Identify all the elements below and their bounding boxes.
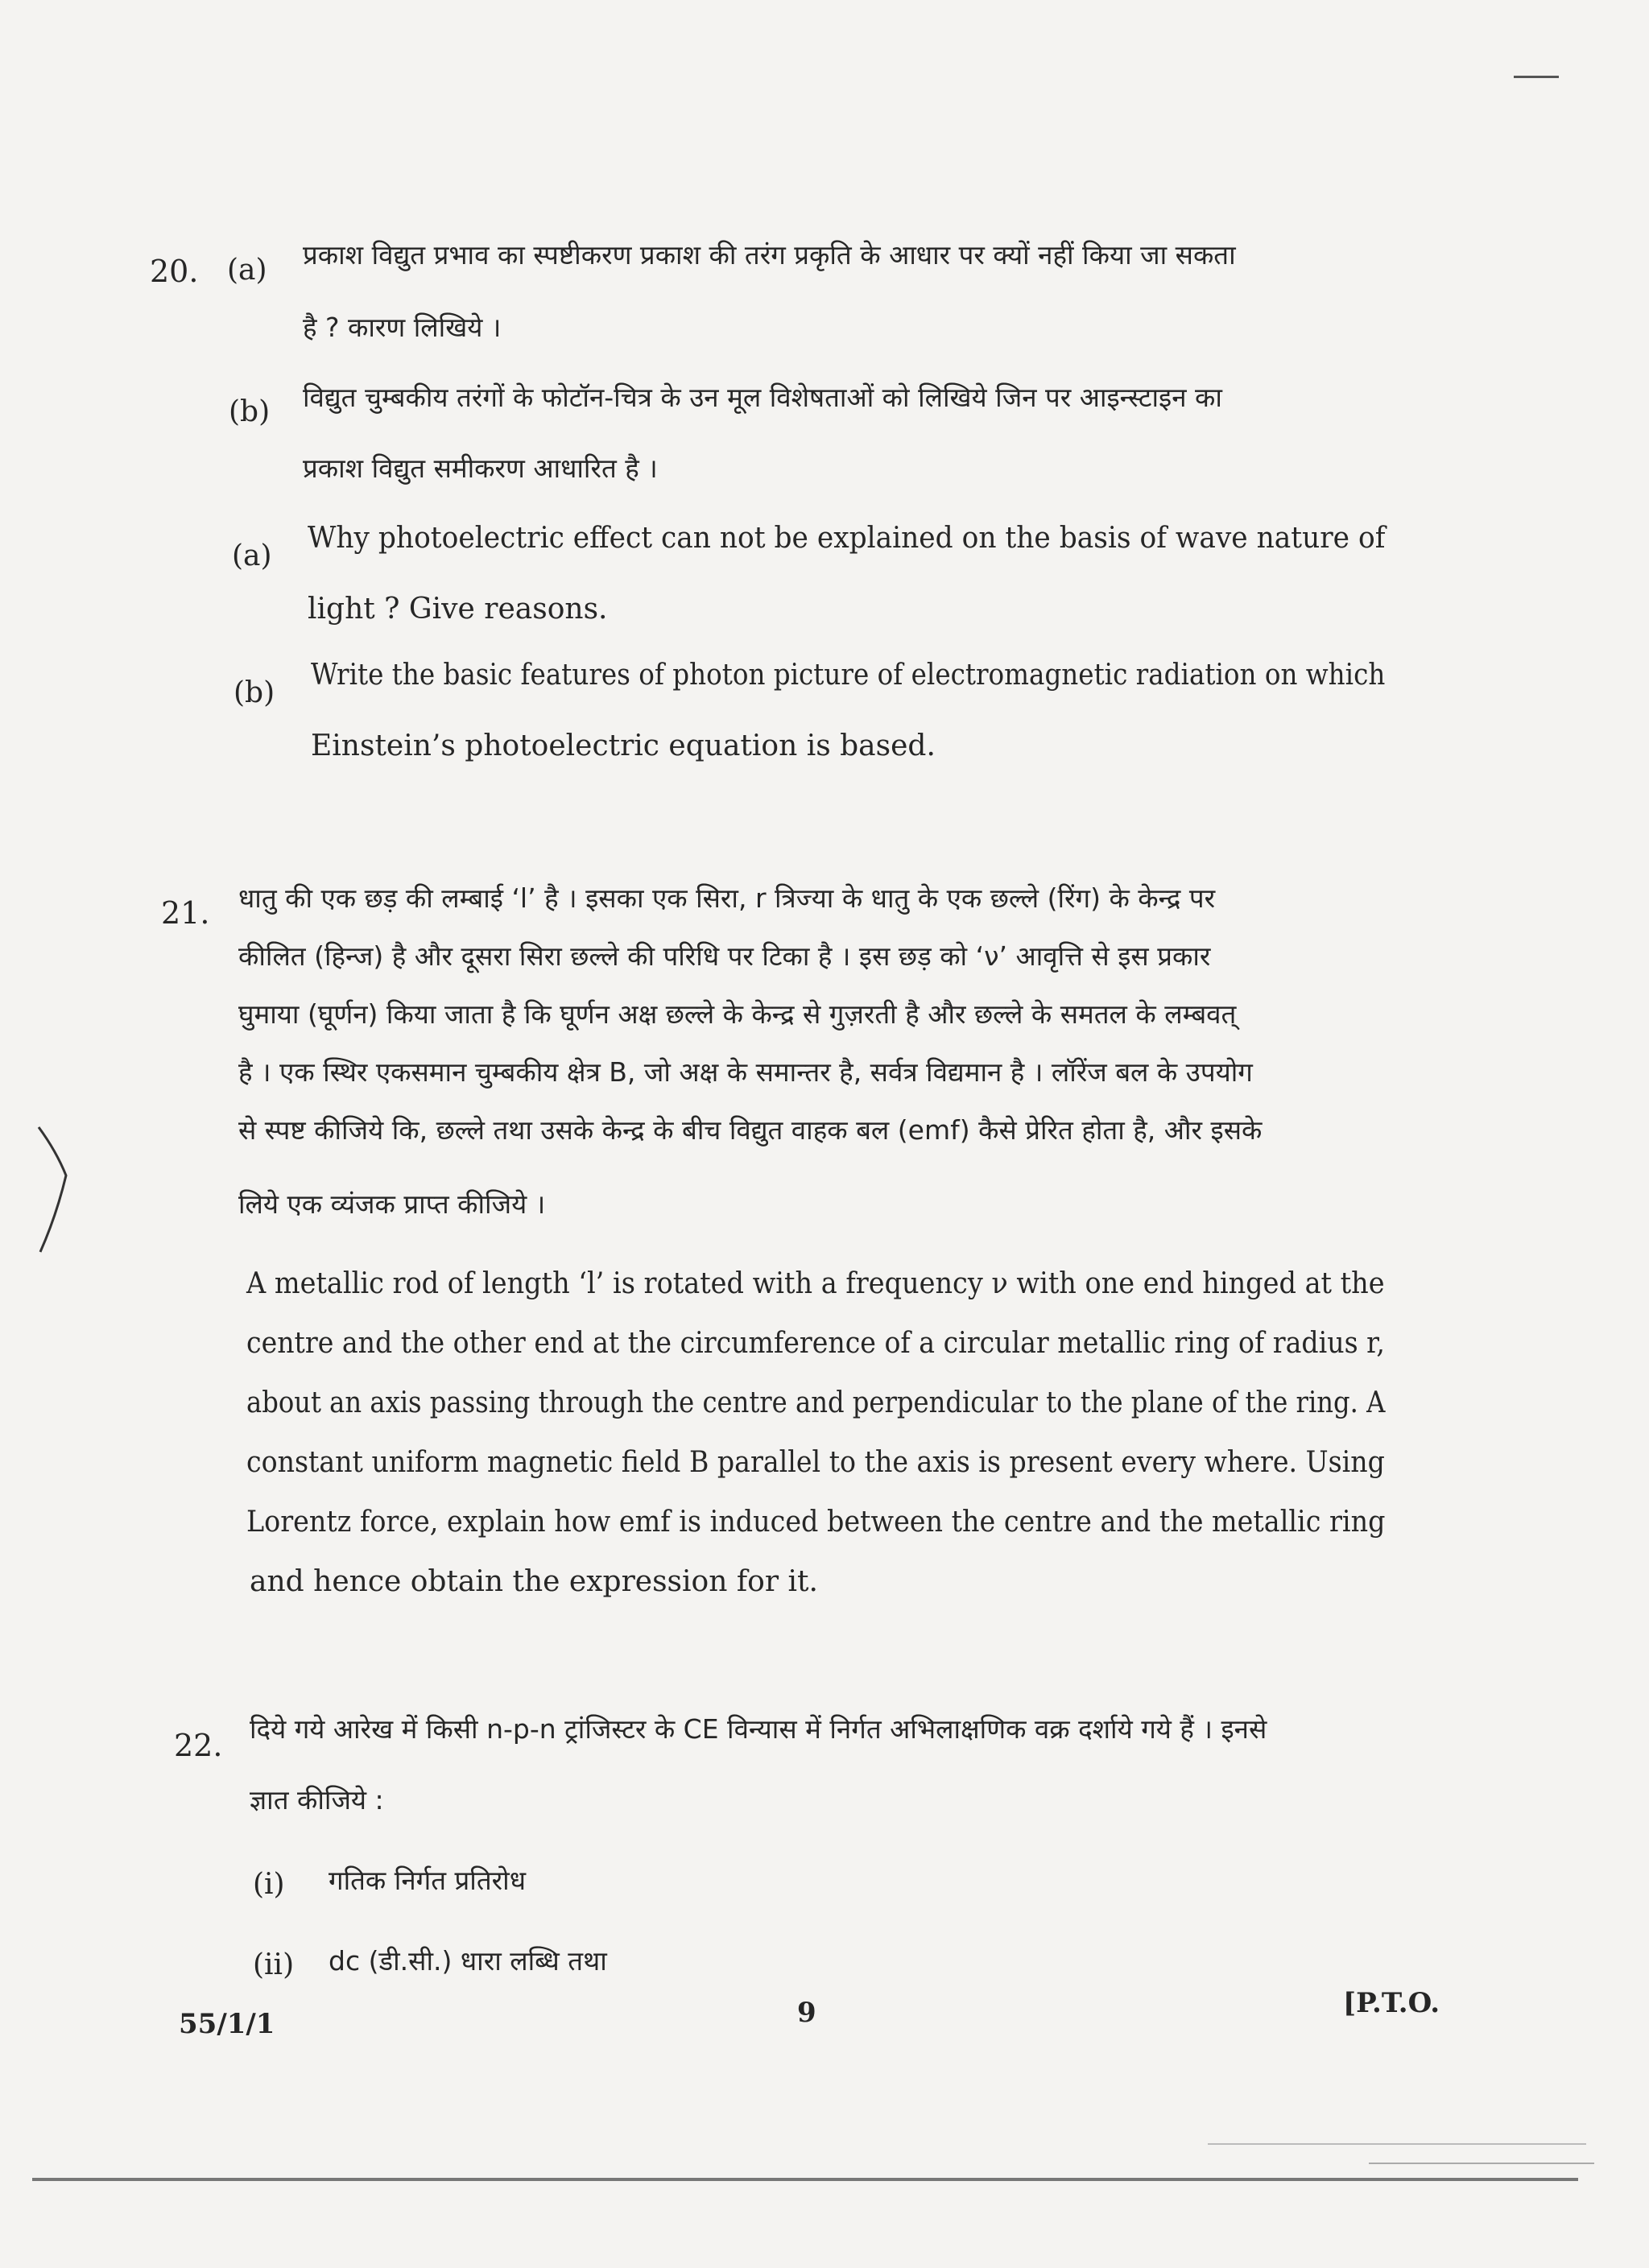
scan-mark-top	[1514, 76, 1559, 78]
please-turn-over: [P.T.O.	[1343, 1987, 1440, 2019]
q21-en-line5: Lorentz force, explain how emf is induced between the centre and the metallic ring	[246, 1506, 1386, 1539]
q22-i-label: (i)	[253, 1868, 285, 1901]
page-number: 9	[797, 1997, 816, 2029]
q21-en-line2: centre and the other end at the circumference of a circular metallic ring of radius r,	[246, 1327, 1385, 1360]
q21-hi-line6: लिये एक व्यंजक प्राप्त कीजिये ।	[238, 1188, 546, 1220]
q20-en-a-line2: light ? Give reasons.	[308, 593, 608, 626]
q20-hi-a-label: (a)	[227, 254, 267, 287]
margin-bracket-mark	[32, 1119, 81, 1256]
q20-hi-b-line1: विद्युत चुम्बकीय तरंगों के फोटॉन-चित्र के उन मूल विशेषताओं को लिखिये जिन पर आइन्स्टाइन का	[303, 382, 1222, 413]
paper-code: 55/1/1	[179, 2008, 275, 2040]
q22-ii-label: (ii)	[253, 1948, 295, 1981]
question-number-20: 20.	[150, 254, 199, 289]
q20-hi-a-line2: है ? कारण लिखिये ।	[303, 312, 502, 343]
q21-en-line1: A metallic rod of length ‘l’ is rotated with a frequency ν with one end hinged at the	[246, 1267, 1385, 1300]
q20-en-b-line1: Write the basic features of photon picture of electromagnetic radiation on which	[311, 659, 1386, 692]
q21-hi-line1: धातु की एक छड़ की लम्बाई ‘l’ है । इसका एक सिरा, r त्रिज्या के धातु के एक छल्ले (रिंग) के केन्द्र पर	[238, 882, 1216, 914]
question-number-22: 22.	[174, 1728, 223, 1763]
q21-hi-line3: घुमाया (घूर्णन) किया जाता है कि घूर्णन अक्ष छल्ले के केन्द्र से गुज़रती है और छल्ले के समतल के लम्बवत्	[238, 998, 1237, 1030]
q20-hi-b-line2: प्रकाश विद्युत समीकरण आधारित है ।	[303, 452, 658, 484]
q21-hi-line5: से स्पष्ट कीजिये कि, छल्ले तथा उसके केन्द्र के बीच विद्युत वाहक बल (emf) कैसे प्रेरित होता है, और इसके	[238, 1114, 1263, 1146]
q21-en-line3: about an axis passing through the centre and perpendicular to the plane of the ring. A	[246, 1386, 1386, 1419]
scan-edge-line	[32, 2178, 1578, 2181]
q20-hi-a-line1: प्रकाश विद्युत प्रभाव का स्पष्टीकरण प्रकाश की तरंग प्रकृति के आधार पर क्यों नहीं किया जा सकता	[303, 239, 1236, 271]
q22-ii-text: dc (डी.सी.) धारा लब्धि तथा	[329, 1945, 607, 1977]
q21-en-line4: constant uniform magnetic field B parallel to the axis is present every where. Using	[246, 1446, 1385, 1479]
q22-hi-line1: दिये गये आरेख में किसी n-p-n ट्रांजिस्टर के CE विन्यास में निर्गत अभिलाक्षणिक वक्र दर्शाये गये हैं । इनसे	[250, 1713, 1267, 1745]
q22-hi-line2: ज्ञात कीजिये :	[250, 1784, 384, 1816]
scan-edge-line	[1208, 2143, 1586, 2145]
q20-hi-b-label: (b)	[229, 395, 271, 428]
q21-en-line6: and hence obtain the expression for it.	[250, 1565, 818, 1598]
q20-en-a-line1: Why photoelectric effect can not be explained on the basis of wave nature of	[308, 522, 1386, 555]
q20-en-b-line2: Einstein’s photoelectric equation is based.	[311, 729, 936, 762]
question-number-21: 21.	[161, 895, 210, 931]
q20-en-b-label: (b)	[234, 676, 275, 709]
q22-i-text: गतिक निर्गत प्रतिरोध	[329, 1865, 526, 1896]
q20-en-a-label: (a)	[232, 539, 272, 572]
q21-hi-line4: है । एक स्थिर एकसमान चुम्बकीय क्षेत्र B, जो अक्ष के समान्तर है, सर्वत्र विद्यमान है । लॉरेंज बल के उपयोग	[238, 1056, 1253, 1088]
q21-hi-line2: कीलित (हिन्ज) है और दूसरा सिरा छल्ले की परिधि पर टिका है । इस छड़ को ‘ν’ आवृत्ति से इस प्रकार	[238, 940, 1211, 972]
scan-edge-line	[1369, 2163, 1594, 2164]
